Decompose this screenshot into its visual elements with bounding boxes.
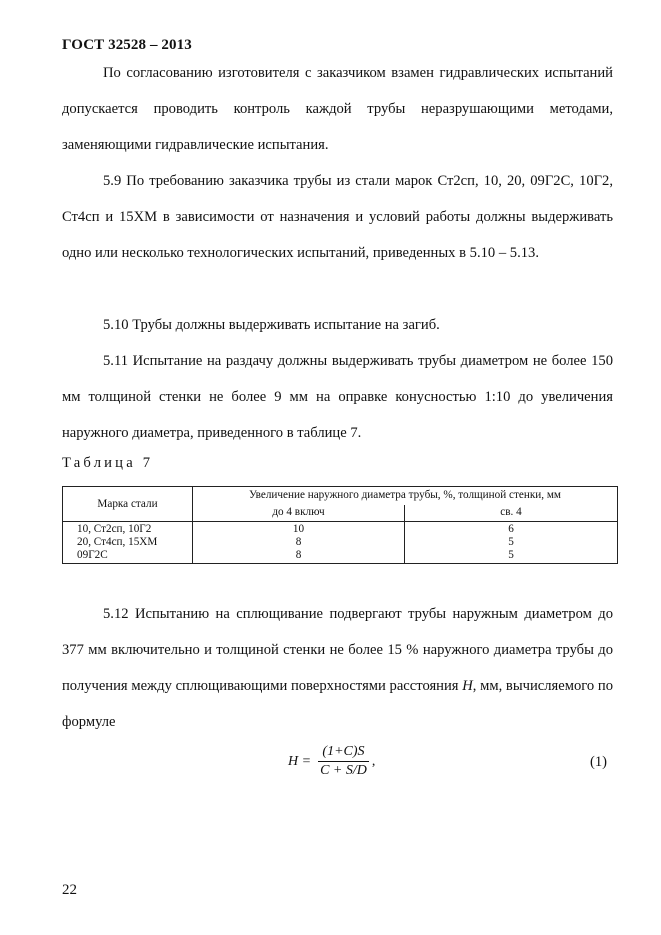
table-7 <box>62 486 618 564</box>
paragraph-text: 5.12 Испытанию на сплющивание подвергают трубы наружным диаметром до 377 мм включительно и толщиной стенки не более 15 % наружного диаметра трубы до получения между сплющивающими поверхностями расстояния <box>62 606 613 694</box>
page-number: 22 <box>62 882 77 898</box>
paragraph-text-end: , мм, вычисляемого по формуле <box>62 678 613 730</box>
equation-number: (1) <box>590 754 608 770</box>
value-cell: 8 <box>295 536 302 548</box>
value-cell: 6 <box>508 523 514 535</box>
formula-denominator: C + S/D <box>320 763 367 778</box>
header-up-to-4: до 4 включ <box>193 505 405 522</box>
steel-grades-cell <box>63 522 193 564</box>
formula-1 <box>288 744 375 779</box>
values-over-4-cell <box>405 522 618 564</box>
formula-fraction <box>318 744 369 779</box>
formula-numerator: (1+C)S <box>322 744 365 759</box>
table-caption: Таблица 7 <box>62 455 154 471</box>
document-header: ГОСТ 32528 – 2013 <box>62 37 192 53</box>
steel-grade: 10, Ст2сп, 10Г2 <box>77 523 152 535</box>
table-row <box>63 522 618 564</box>
paragraph-text: 5.11 Испытание на раздачу должны выдерживать трубы диаметром не более 150 мм толщиной стенки не более 9 мм на оправке конусностью 1:10 до увеличения наружного диаметра, приведенного в таблице 7. <box>62 353 613 441</box>
header-diameter-increase: Увеличение наружного диаметра трубы, %, толщиной стенки, мм <box>193 487 618 505</box>
table-header-row <box>63 487 618 505</box>
paragraph-5-10 <box>62 307 613 343</box>
formula-lhs: H = <box>288 753 312 769</box>
value-cell: 10 <box>292 523 305 535</box>
paragraph-5-11 <box>62 343 613 451</box>
steel-grade: 20, Ст4сп, 15ХМ <box>77 536 158 548</box>
paragraph-5-12 <box>62 596 613 740</box>
paragraph-hydraulic-tests <box>62 55 613 163</box>
value-cell: 8 <box>295 549 302 561</box>
header-over-4: св. 4 <box>405 505 618 522</box>
values-up-to-4-cell <box>193 522 405 564</box>
header-steel-grade: Марка стали <box>63 487 193 522</box>
steel-grade: 09Г2С <box>77 549 108 561</box>
fraction-bar <box>318 761 369 762</box>
paragraph-text: 5.9 По требованию заказчика трубы из стали марок Ст2сп, 10, 20, 09Г2С, 10Г2, Ст4сп и 15ХМ в зависимости от назначения и условий работы должны выдерживать одно или несколько технологических испытаний, приведенных в 5.10 – 5.13. <box>62 173 613 261</box>
paragraph-5-9 <box>62 163 613 271</box>
paragraph-text: По согласованию изготовителя с заказчиком взамен гидравлических испытаний допускается проводить контроль каждой трубы неразрушающими методами, заменяющими гидравлические испытания. <box>62 65 613 153</box>
value-cell: 5 <box>508 549 514 561</box>
variable-h: Н <box>462 678 473 694</box>
value-cell: 5 <box>508 536 514 548</box>
formula-trail: , <box>371 753 376 769</box>
paragraph-text: 5.10 Трубы должны выдерживать испытание на загиб. <box>103 317 440 333</box>
